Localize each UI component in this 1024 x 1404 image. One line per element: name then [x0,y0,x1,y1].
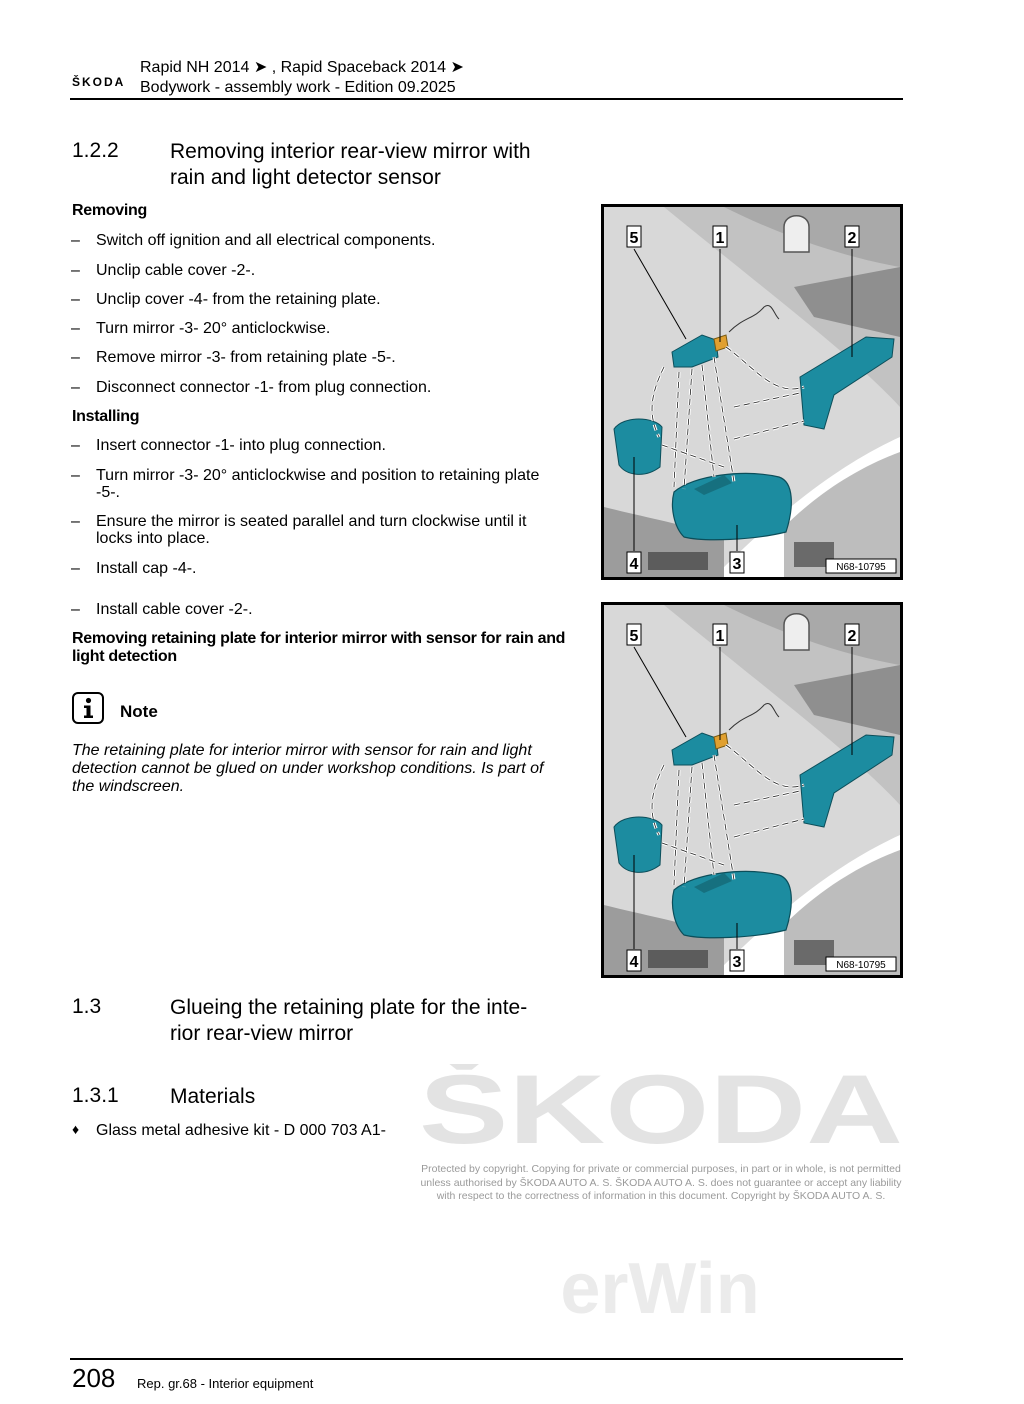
installing-heading: Installing [72,408,140,425]
removing-step: Remove mirror -3- from retaining plate -5-. [96,349,396,366]
callout-label: 1 [715,230,725,247]
step-dash: – [71,232,80,249]
removing-step: Unclip cable cover -2-. [96,262,256,279]
mirror-diagram-figure [601,204,903,580]
page-number: 208 [72,1363,116,1393]
header-models: Rapid NH 2014 ➤ , Rapid Spaceback 2014 ➤ [140,59,464,76]
step-dash: – [71,349,80,366]
callout-label: 5 [629,628,639,645]
step-dash: – [71,262,80,279]
bullet-icon: ♦ [72,1121,80,1137]
retaining-plate-heading: Removing retaining plate for interior mirror with sensor for rain and light detection [72,630,566,665]
removing-heading: Removing [72,202,147,219]
note-label: Note [120,702,158,721]
skoda-logo: ŠKODA [72,75,126,89]
callout-label: 3 [732,954,742,971]
note-text: The retaining plate for interior mirror with sensor for rain and light detection cannot be glued on under workshop conditions. Is part of the windscreen. [72,742,544,795]
installing-step: Turn mirror -3- 20° anticlockwise and position to retaining plate -5-. [96,467,540,501]
footer-rule [70,1358,903,1360]
mirror-diagram-figure [601,602,903,978]
installing-step: Ensure the mirror is seated parallel and turn clockwise until it locks into place. [96,513,527,547]
installing-step: Insert connector -1- into plug connection. [96,437,386,454]
step-dash: – [71,560,80,577]
callout-label: 5 [629,230,639,247]
callout-label: 2 [847,230,857,247]
step-dash: – [71,513,80,530]
section-title: Glueing the retaining plate for the inte- rior rear-view mirror [170,996,528,1045]
installing-step: Install cable cover -2-. [96,601,253,618]
step-dash: – [71,601,80,618]
material-item: Glass metal adhesive kit - D 000 703 A1- [96,1122,386,1139]
removing-step: Switch off ignition and all electrical components. [96,232,436,249]
installing-step: Install cap -4-. [96,560,197,577]
callout-label: 4 [629,556,639,573]
header-rule [70,98,903,100]
skoda-watermark-logo [418,1064,904,1154]
section-title: Materials [170,1085,256,1108]
info-icon [72,692,104,724]
mirror-diagram [604,207,900,577]
callout-label: 2 [847,628,857,645]
repair-group-label: Rep. gr.68 - Interior equipment [137,1376,314,1391]
section-number: 1.3 [72,995,102,1018]
mirror-diagram [604,605,900,975]
step-dash: – [71,467,80,484]
step-dash: – [71,437,80,454]
section-number: 1.2.2 [72,139,119,162]
figure-code: N68-10795 [836,562,886,573]
step-dash: – [71,320,80,337]
erwin-watermark-logo [540,1235,780,1315]
section-number: 1.3.1 [72,1084,119,1107]
section-title: Removing interior rear-view mirror with rain and light detector sensor [170,140,531,189]
figure-code: N68-10795 [836,960,886,971]
step-dash: – [71,291,80,308]
removing-step: Unclip cover -4- from the retaining plate. [96,291,381,308]
removing-step: Disconnect connector -1- from plug connection. [96,379,432,396]
svg-text:erWin: erWin [560,1249,760,1315]
copyright-notice: Protected by copyright. Copying for private or commercial purposes, in part or in whole, is not permitted unless authorised by ŠKODA AUTO A. S. ŠKODA AUTO A. S. does not guarantee or accept any liability with respect to the correctness of information in this document. Copyright by ŠKODA AUTO A. S. [420,1163,902,1202]
callout-label: 3 [732,556,742,573]
header-manual-title: Bodywork - assembly work - Edition 09.2025 [140,79,456,96]
callout-label: 4 [629,954,639,971]
callout-label: 1 [715,628,725,645]
step-dash: – [71,379,80,396]
removing-step: Turn mirror -3- 20° anticlockwise. [96,320,331,337]
svg-text:ŠKODA: ŠKODA [419,1064,903,1154]
